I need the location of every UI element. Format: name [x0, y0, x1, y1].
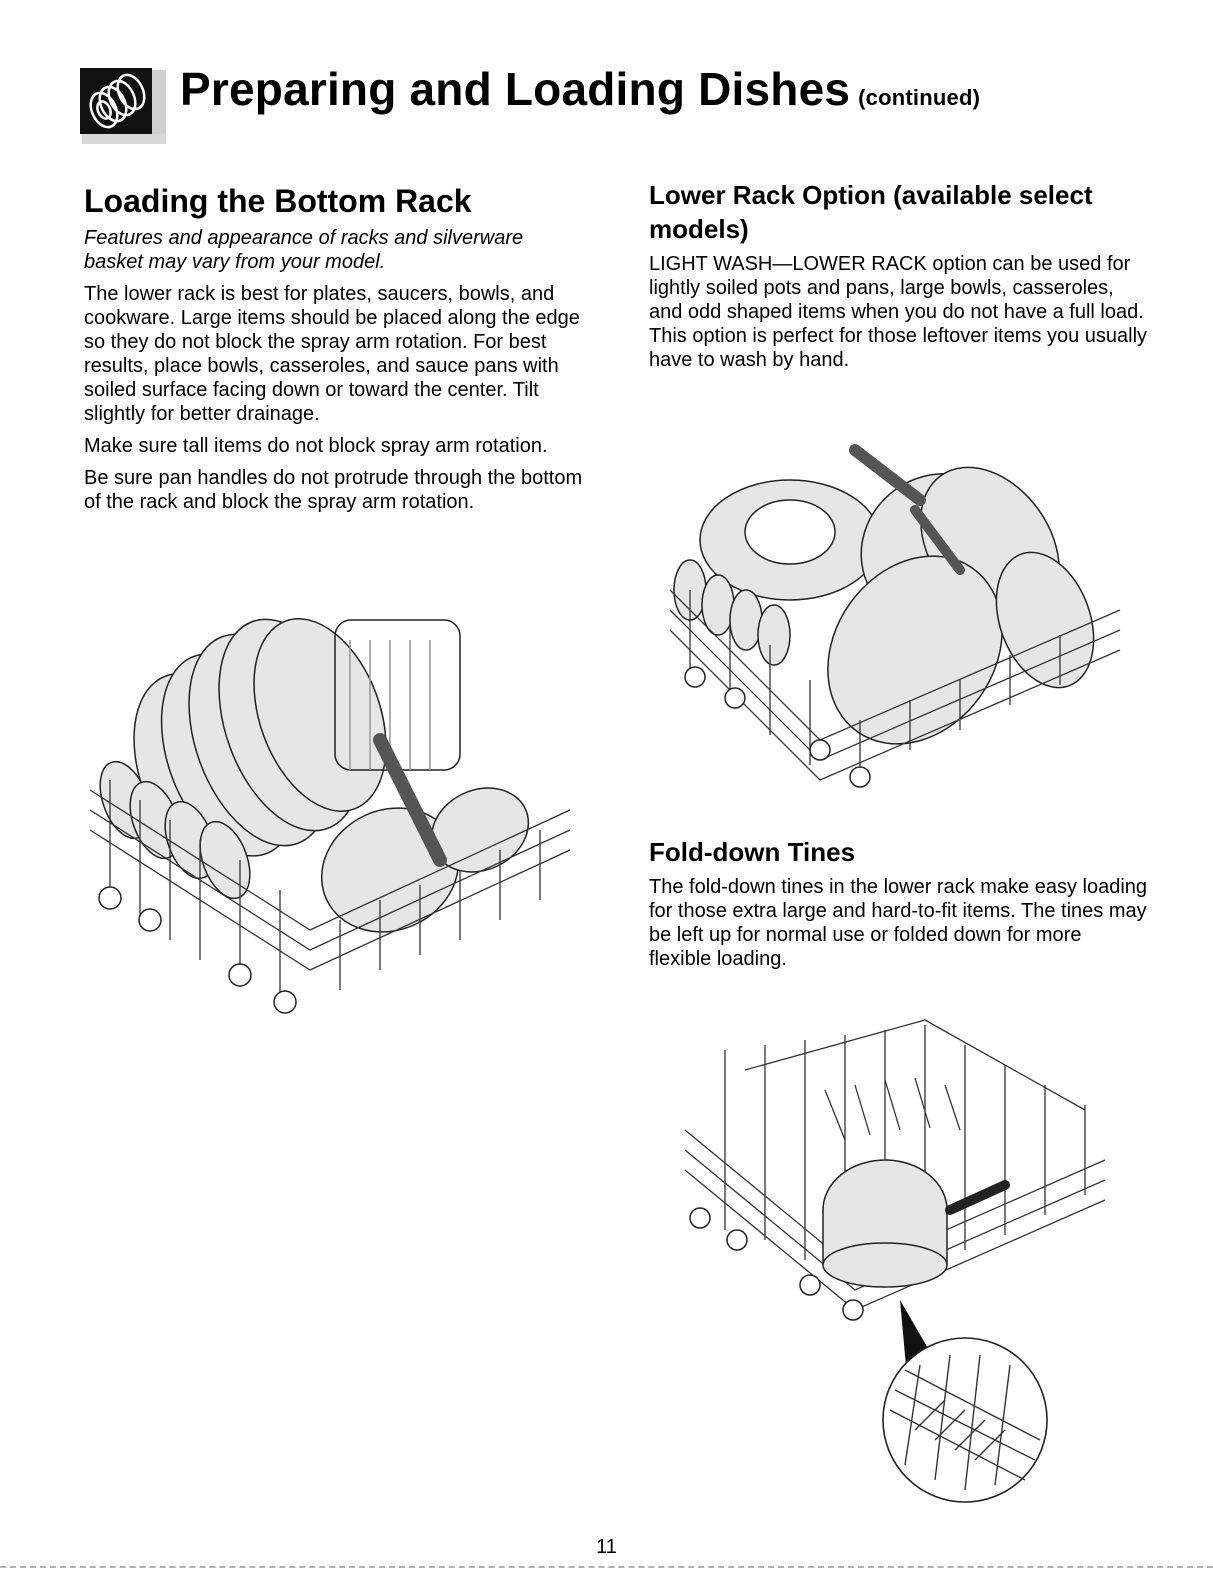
- lower-rack-option-paragraph: LIGHT WASH—LOWER RACK option can be used for lightly soiled pots and pans, large bowls, casseroles, and odd shaped items when you do not have a full load. This option is perfect for those leftover items you usually have to wash by hand.: [649, 253, 1148, 371]
- page-number: 11: [596, 1536, 617, 1558]
- lower-rack-option-section: [649, 178, 1149, 380]
- bottom-rack-paragraph-2: Make sure tall items do not block spray arm rotation.: [84, 435, 548, 457]
- bottom-rack-paragraph-1: The lower rack is best for plates, saucers, bowls, and cookware. Large items should be placed along the edge so they do not block the spray arm rotation. For best results, place bowls, casseroles, and sauce pans with soiled surface facing down or toward the center. Tilt slightly for better drainage.: [84, 283, 580, 425]
- model-variance-note: Features and appearance of racks and silverware basket may vary from your model.: [84, 227, 524, 273]
- fold-down-tines-heading: Fold-down Tines: [649, 837, 856, 867]
- light-wash-rack-illustration: [660, 440, 1130, 810]
- page-title-suffix: (continued): [858, 85, 981, 110]
- bottom-rack-section: [84, 182, 584, 522]
- fold-down-tines-paragraph: The fold-down tines in the lower rack make easy loading for those extra large and hard-to-fit items. The tines may be left up for normal use or folded down for more flexible loading.: [649, 876, 1148, 970]
- bottom-divider: [0, 1566, 1213, 1568]
- page-title-text: Preparing and Loading Dishes: [180, 63, 851, 115]
- lower-rack-option-heading: Lower Rack Option (available select models): [649, 180, 1093, 244]
- fold-down-tines-section: [649, 835, 1149, 979]
- loaded-bottom-rack-illustration: [80, 600, 580, 1020]
- bottom-rack-paragraph-3: Be sure pan handles do not protrude through the bottom of the rack and block the spray arm rotation.: [84, 467, 583, 513]
- page-title: [180, 62, 980, 116]
- bottom-rack-heading: Loading the Bottom Rack: [84, 183, 472, 219]
- fold-down-tines-illustration: [665, 1010, 1125, 1510]
- stacked-plates-icon: [80, 68, 170, 148]
